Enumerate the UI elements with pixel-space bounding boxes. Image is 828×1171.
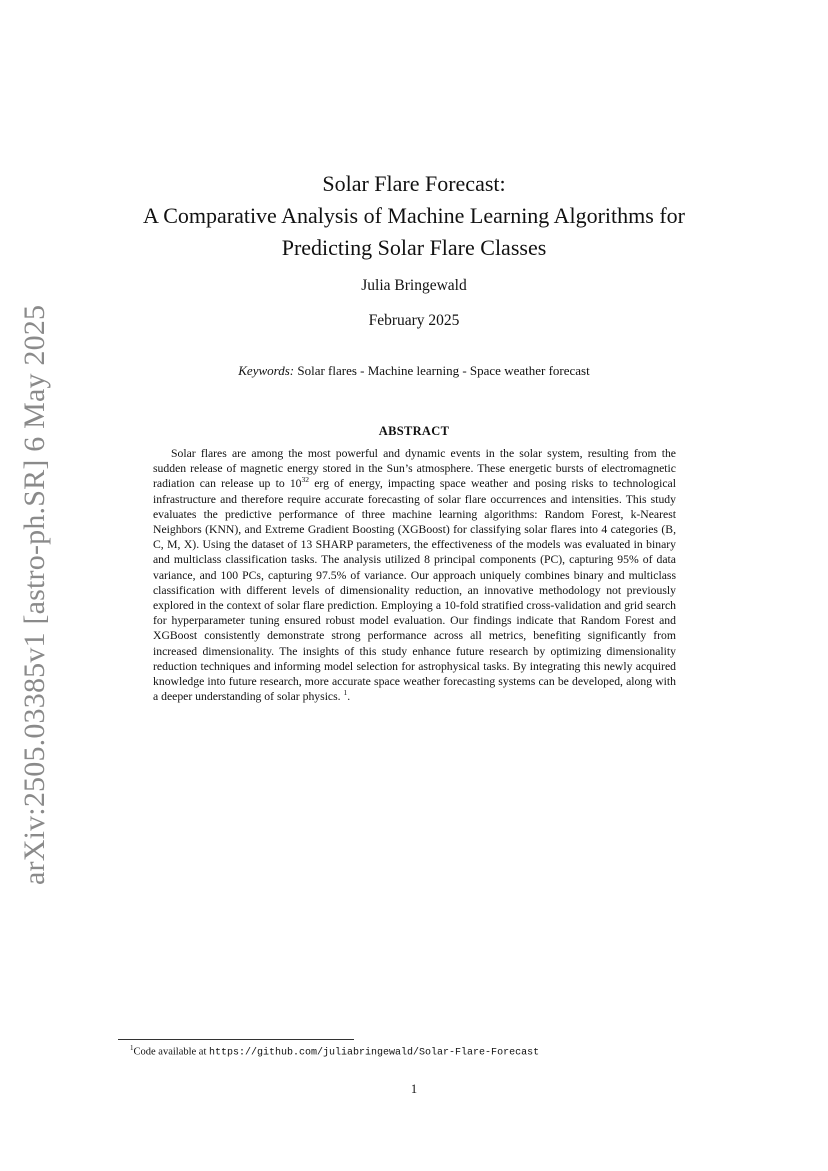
footnote-text: Code available at (133, 1046, 210, 1058)
energy-exponent: 32 (301, 475, 310, 485)
paper-title (100, 168, 728, 264)
keywords-text: Solar flares - Machine learning - Space weather forecast (297, 363, 590, 378)
abstract-heading: ABSTRACT (378, 424, 450, 438)
footnote-reference[interactable]: 1 (343, 688, 348, 698)
keywords-line (100, 363, 728, 379)
arxiv-identifier-stamp: arXiv:2505.03385v1 [astro-ph.SR] 6 May 2025 (18, 304, 51, 885)
footnote-mark: 1 (130, 1044, 134, 1052)
page-number: 1 (410, 1082, 418, 1096)
abstract-part-3: . (347, 690, 351, 704)
footnote (130, 1044, 730, 1059)
code-repository-link[interactable]: https://github.com/juliabringewald/Solar-Flare-Forecast (209, 1047, 540, 1059)
title-line-1: Solar Flare Forecast: (322, 171, 506, 196)
keywords-label: Keywords: (238, 363, 295, 378)
abstract-part-1: Solar flares are among the most powerful and dynamic events in the solar system, resulting from the sudden release of magnetic energy stored in the Sun’s atmosphere. These energetic bursts of electromagnetic radiation can release up to 10 (153, 447, 676, 491)
title-line-3: Predicting Solar Flare Classes (281, 235, 547, 260)
publication-date: February 2025 (368, 312, 460, 329)
footnote-divider (118, 1039, 354, 1040)
abstract-part-2: erg of energy, impacting space weather and posing risks to technological infrastructure and therefore require accurate forecasting of solar flare occurrences and intensities. This study evaluates the predictive performance of three machine learning algorithms: Random Forest, k-Nearest Neighbors (KNN), and Extreme Gradient Boosting (XGBoost) for classifying solar flares into 4 categories (B, C, M, X). Using the dataset of 13 SHARP parameters, the effectiveness of the models was evaluated in binary and multiclass classification tasks. The analysis utilized 8 principal components (PC), capturing 95% of data variance, and 100 PCs, capturing 97.5% of variance. Our approach uniquely combines binary and multiclass classification with different levels of dimensionality reduction, an innovative methodology not previously explored in the context of solar flare prediction. Employing a 10-fold stratified cross-validation and grid search for hyperparameter tuning ensured robust model evaluation. Our findings indicate that Random Forest and XGBoost consistently demonstrate strong performance across all metrics, benefiting significantly from increased dimensionality. The insights of this study enhance future research by optimizing dimensionality reduction techniques and informing model selection for astrophysical tasks. By integrating this newly acquired knowledge into future research, more accurate space weather forecasting systems can be developed, along with a deeper understanding of solar physics. (153, 477, 676, 704)
author-name: Julia Bringewald (361, 277, 467, 294)
title-line-2: A Comparative Analysis of Machine Learning Algorithms for (143, 203, 685, 228)
abstract-body (153, 446, 676, 704)
